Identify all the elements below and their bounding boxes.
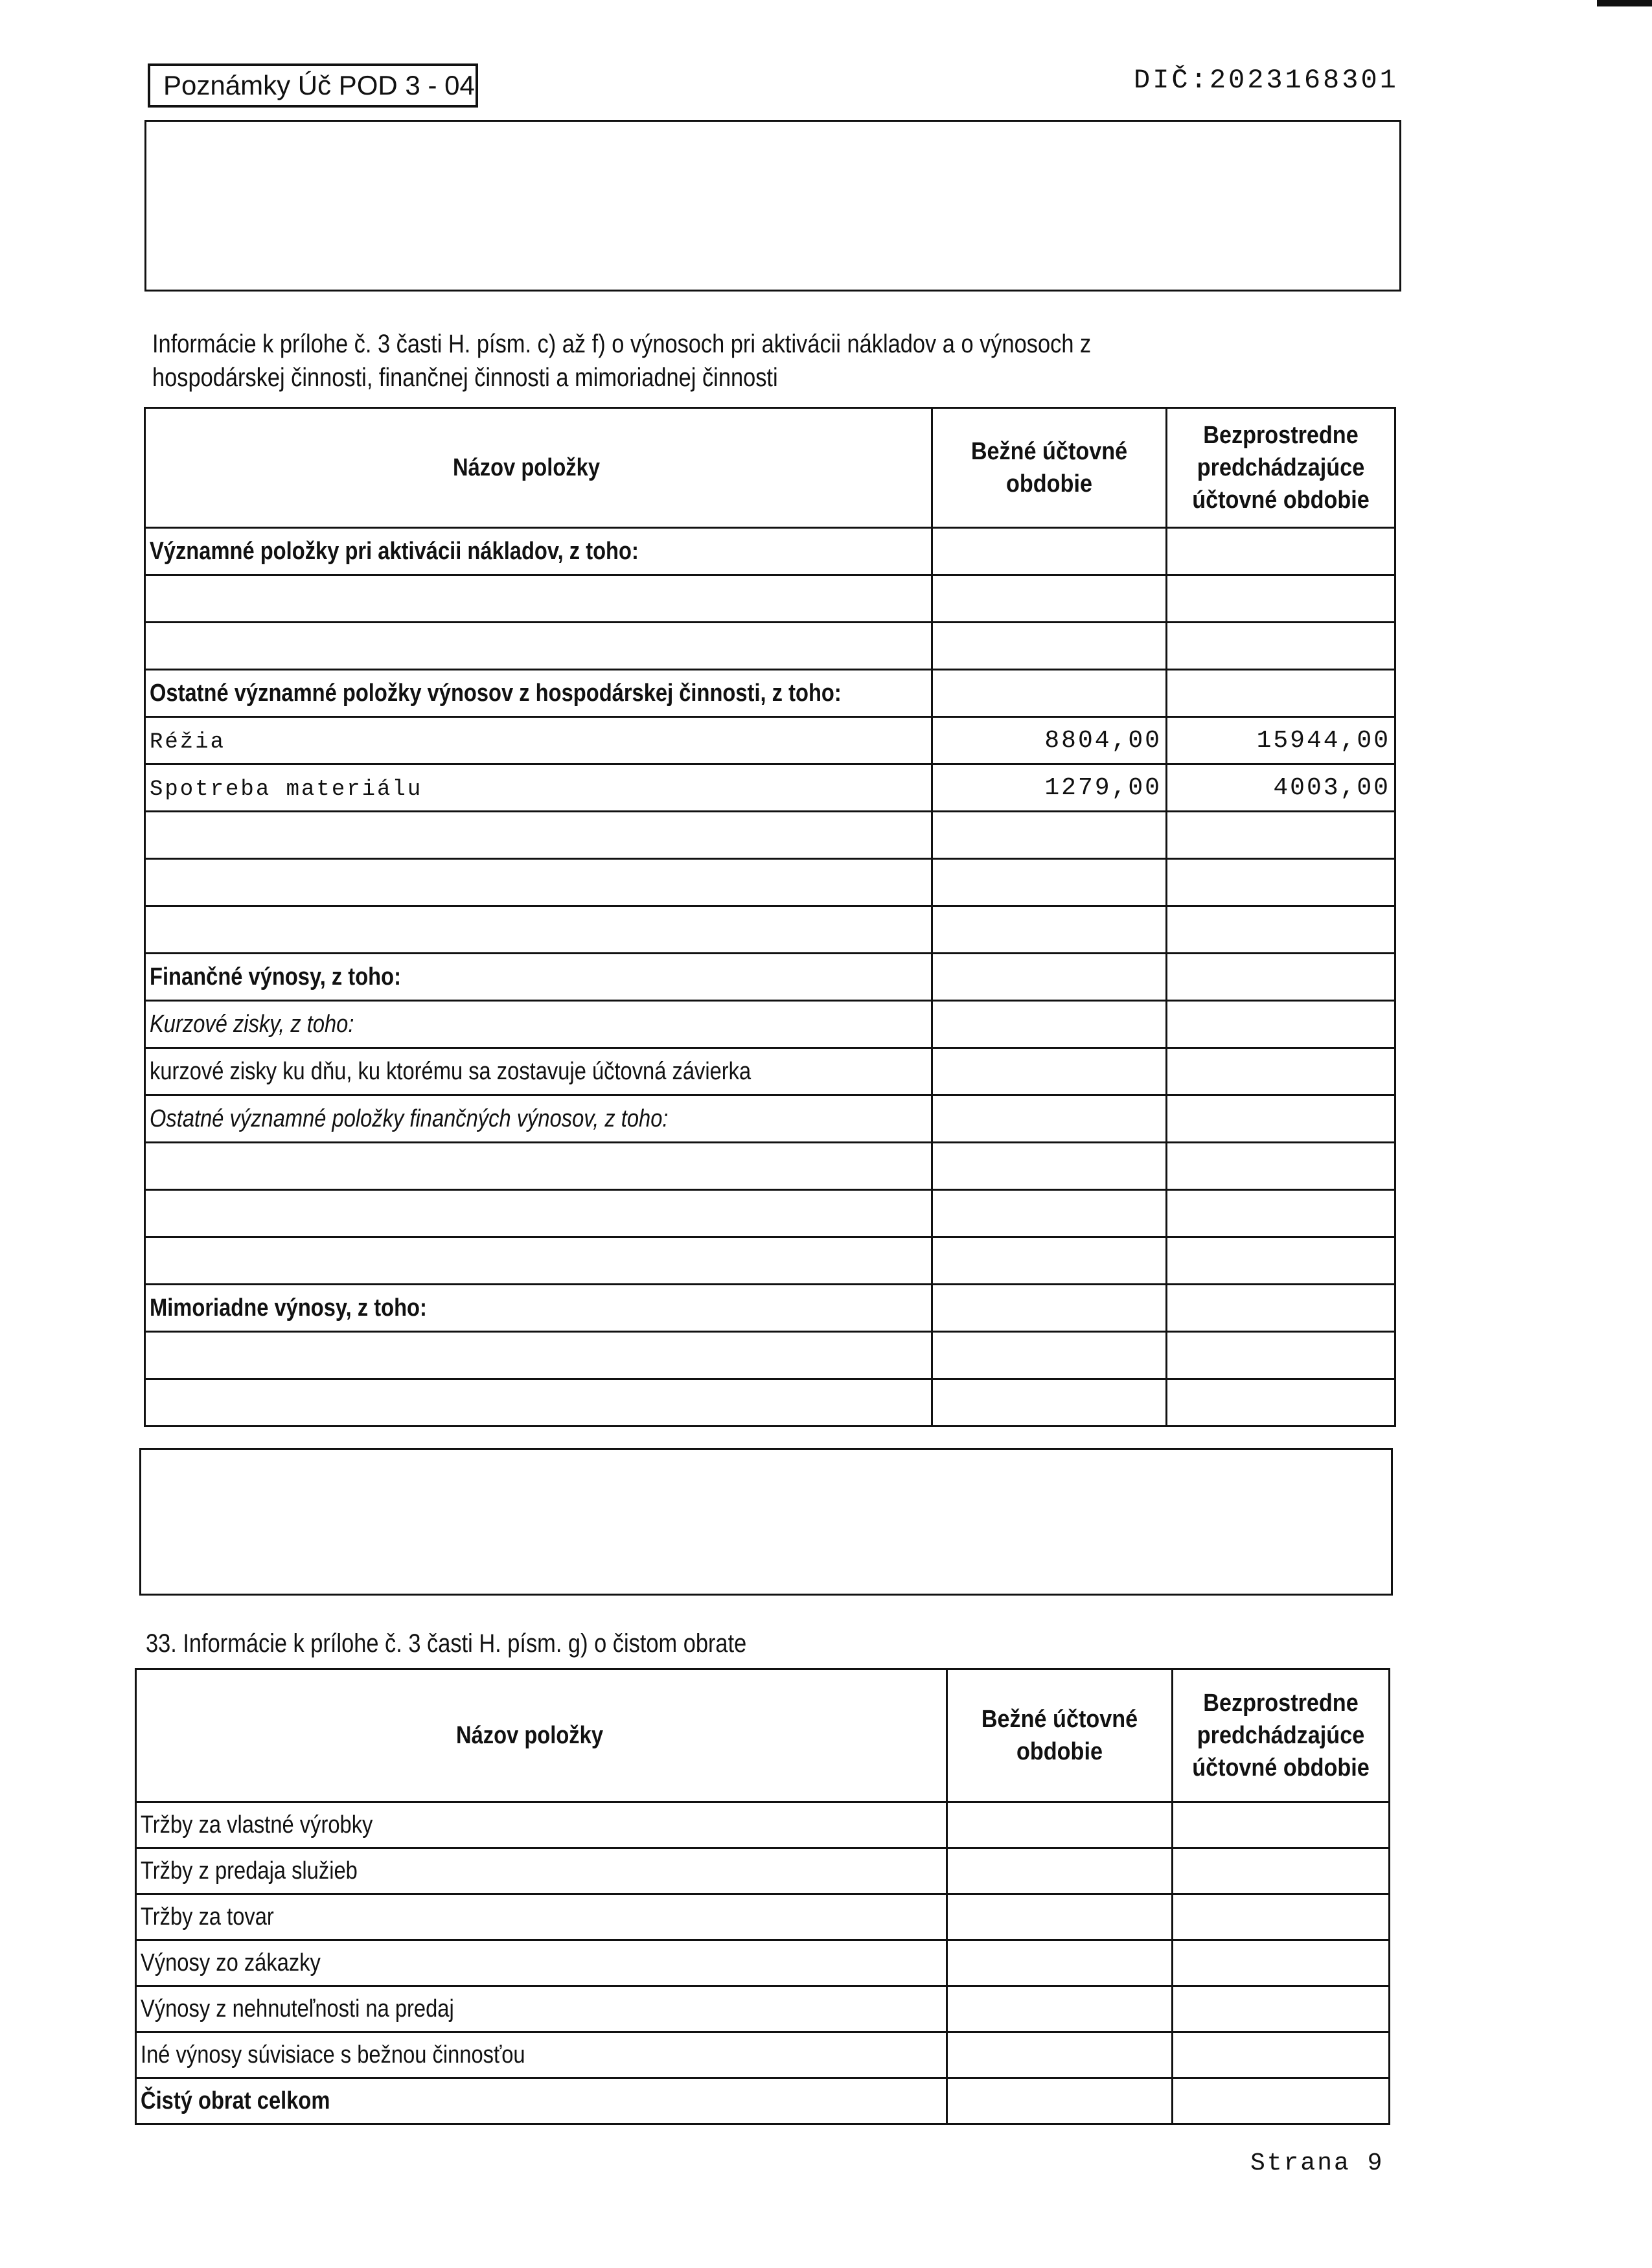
- previous-period-value: 15944,00: [1167, 717, 1395, 764]
- current-period-value: [932, 1285, 1167, 1332]
- table-row: [145, 528, 1395, 575]
- row-label: Významné položky pri aktivácii nákladov, z toho:: [150, 537, 639, 565]
- row-label-cell: [136, 1986, 947, 2032]
- row-label-cell: [136, 2032, 947, 2078]
- row-label-cell: [145, 717, 932, 764]
- previous-period-value: [1173, 1802, 1390, 1848]
- previous-period-value: [1173, 2032, 1390, 2078]
- current-period-value: 1279,00: [932, 764, 1167, 812]
- current-period-value: [947, 2032, 1173, 2078]
- row-label-cell: [145, 1379, 932, 1426]
- table-row: [145, 954, 1395, 1001]
- header-current-period: Bežné účtovné obdobie: [947, 1669, 1173, 1802]
- previous-period-value: 4003,00: [1167, 764, 1395, 812]
- header-name: Názov položky: [145, 408, 932, 528]
- current-period-value: [932, 575, 1167, 623]
- current-period-value: [947, 1894, 1173, 1940]
- previous-period-value: [1167, 859, 1395, 906]
- table-row: [145, 1048, 1395, 1095]
- row-label-cell: [136, 2078, 947, 2124]
- row-label: Mimoriadne výnosy, z toho:: [150, 1294, 427, 1322]
- table-row: [136, 1894, 1390, 1940]
- table-row: [145, 1379, 1395, 1426]
- row-label: Ostatné významné položky finančných výnosov, z toho:: [150, 1105, 669, 1132]
- corner-mark: [1597, 0, 1652, 6]
- previous-period-value: [1167, 1095, 1395, 1143]
- table-header-row: [136, 1669, 1390, 1802]
- previous-period-value: [1167, 906, 1395, 954]
- row-label-cell: [136, 1848, 947, 1894]
- previous-period-value: [1167, 1048, 1395, 1095]
- current-period-value: [932, 1143, 1167, 1190]
- table-row: [145, 859, 1395, 906]
- current-period-value: [932, 812, 1167, 859]
- current-period-value: [932, 906, 1167, 954]
- current-period-value: [932, 1001, 1167, 1048]
- row-label: Výnosy zo zákazky: [141, 1949, 321, 1976]
- net-turnover-table: [135, 1668, 1390, 2125]
- previous-period-value: [1167, 1285, 1395, 1332]
- section1-intro: Informácie k prílohe č. 3 časti H. písm. c) až f) o výnosoch pri aktivácii nákladov a o výnosoch z hospodárskej činnosti, finančnej činnosti a mimoriadnej činnosti: [152, 330, 1092, 392]
- table-row: [145, 1001, 1395, 1048]
- row-label: Výnosy z nehnuteľnosti na predaj: [141, 1995, 454, 2022]
- table-row: [136, 1986, 1390, 2032]
- row-label-cell: [145, 906, 932, 954]
- row-label-cell: [145, 1190, 932, 1237]
- current-period-value: [932, 954, 1167, 1001]
- row-label-cell: [145, 1048, 932, 1095]
- previous-period-value: [1167, 1143, 1395, 1190]
- current-period-value: [932, 1379, 1167, 1426]
- row-label-cell: [145, 575, 932, 623]
- row-label-cell: [145, 1095, 932, 1143]
- current-period-value: [932, 859, 1167, 906]
- row-label: Réžia: [150, 730, 226, 755]
- row-label: Finančné výnosy, z toho:: [150, 963, 401, 991]
- row-label: Iné výnosy súvisiace s bežnou činnosťou: [141, 2041, 525, 2068]
- row-label: Tržby za vlastné výrobky: [141, 1811, 373, 1838]
- header-previous-period: Bezprostredne predchádzajúce účtovné obdobie: [1167, 408, 1395, 528]
- previous-period-value: [1167, 528, 1395, 575]
- table-row: [145, 1190, 1395, 1237]
- row-label-cell: [145, 1285, 932, 1332]
- row-label-cell: [136, 1894, 947, 1940]
- previous-period-value: [1173, 1940, 1390, 1986]
- previous-period-value: [1167, 1001, 1395, 1048]
- current-period-value: [932, 1332, 1167, 1379]
- current-period-value: [932, 1095, 1167, 1143]
- row-label-cell: [145, 623, 932, 670]
- revenue-table: [144, 407, 1396, 1427]
- previous-period-value: [1167, 1379, 1395, 1426]
- row-label-cell: [145, 1143, 932, 1190]
- table-row: [145, 1285, 1395, 1332]
- current-period-value: [947, 1940, 1173, 1986]
- row-label: Tržby za tovar: [141, 1903, 274, 1930]
- row-label-cell: [136, 1940, 947, 1986]
- row-label-cell: [136, 1802, 947, 1848]
- current-period-value: [932, 623, 1167, 670]
- row-label-cell: [145, 1001, 932, 1048]
- previous-period-value: [1173, 1986, 1390, 2032]
- row-label-cell: [145, 670, 932, 717]
- section2-intro: 33. Informácie k prílohe č. 3 časti H. písm. g) o čistom obrate: [146, 1629, 747, 1658]
- section-label: Poznámky Úč POD 3 - 04: [148, 63, 478, 108]
- row-label-cell: [145, 528, 932, 575]
- table-row: [145, 670, 1395, 717]
- current-period-value: [932, 1048, 1167, 1095]
- table-row: [145, 764, 1395, 812]
- tax-id: DIČ:2023168301: [1134, 65, 1399, 96]
- row-label: Čistý obrat celkom: [141, 2087, 330, 2114]
- header-current-period: Bežné účtovné obdobie: [932, 408, 1167, 528]
- previous-period-value: [1167, 1237, 1395, 1285]
- previous-period-value: [1167, 1332, 1395, 1379]
- row-label-cell: [145, 812, 932, 859]
- table-row: [145, 1095, 1395, 1143]
- row-label-cell: [145, 764, 932, 812]
- current-period-value: [932, 528, 1167, 575]
- table-row: [136, 2032, 1390, 2078]
- row-label: Ostatné významné položky výnosov z hospodárskej činnosti, z toho:: [150, 679, 842, 707]
- current-period-value: [947, 1802, 1173, 1848]
- previous-period-value: [1167, 575, 1395, 623]
- page-number: Strana 9: [1250, 2149, 1384, 2177]
- current-period-value: 8804,00: [932, 717, 1167, 764]
- previous-period-value: [1167, 812, 1395, 859]
- row-label: kurzové zisky ku dňu, ku ktorému sa zostavuje účtovná závierka: [150, 1057, 751, 1085]
- notes-box-bottom: [139, 1448, 1393, 1596]
- previous-period-value: [1173, 2078, 1390, 2124]
- row-label: Tržby z predaja služieb: [141, 1857, 358, 1884]
- table-row: [145, 1332, 1395, 1379]
- current-period-value: [932, 670, 1167, 717]
- table-row: [136, 1802, 1390, 1848]
- row-label: Kurzové zisky, z toho:: [150, 1010, 354, 1038]
- row-label-cell: [145, 859, 932, 906]
- current-period-value: [947, 1848, 1173, 1894]
- table-row: [145, 812, 1395, 859]
- current-period-value: [947, 1986, 1173, 2032]
- previous-period-value: [1167, 623, 1395, 670]
- table-row: [145, 906, 1395, 954]
- header-previous-period: Bezprostredne predchádzajúce účtovné obdobie: [1173, 1669, 1390, 1802]
- header-name: Názov položky: [136, 1669, 947, 1802]
- previous-period-value: [1173, 1848, 1390, 1894]
- table-row: [145, 575, 1395, 623]
- row-label: Spotreba materiálu: [150, 777, 423, 802]
- current-period-value: [947, 2078, 1173, 2124]
- table-row: [145, 1143, 1395, 1190]
- table-row: [145, 1237, 1395, 1285]
- notes-box-top: [144, 120, 1401, 292]
- table-row: [136, 2078, 1390, 2124]
- previous-period-value: [1167, 954, 1395, 1001]
- row-label-cell: [145, 1237, 932, 1285]
- table-row: [136, 1848, 1390, 1894]
- current-period-value: [932, 1190, 1167, 1237]
- current-period-value: [932, 1237, 1167, 1285]
- previous-period-value: [1173, 1894, 1390, 1940]
- previous-period-value: [1167, 1190, 1395, 1237]
- row-label-cell: [145, 1332, 932, 1379]
- row-label-cell: [145, 954, 932, 1001]
- previous-period-value: [1167, 670, 1395, 717]
- table-row: [136, 1940, 1390, 1986]
- table-row: [145, 623, 1395, 670]
- table-header-row: [145, 408, 1395, 528]
- table-row: [145, 717, 1395, 764]
